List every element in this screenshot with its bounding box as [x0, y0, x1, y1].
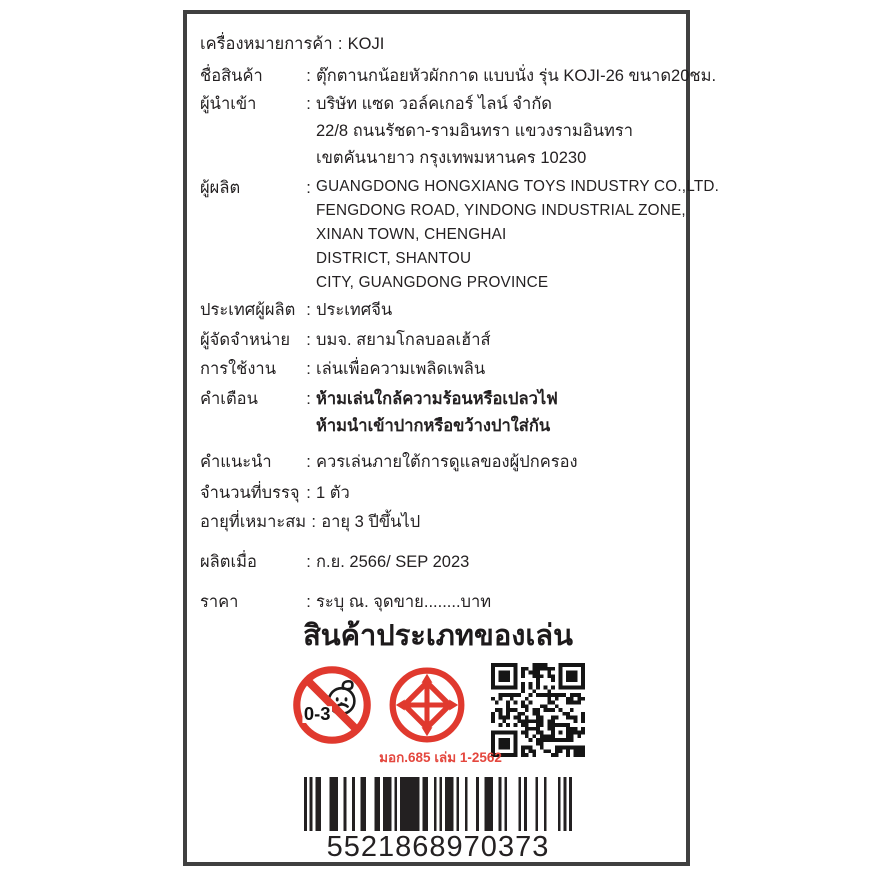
field-colon: :: [306, 331, 311, 349]
field-value-line: FENGDONG ROAD, YINDONG INDUSTRIAL ZONE,: [316, 202, 686, 219]
field-colon: :: [306, 95, 311, 113]
field-label: ผู้ผลิต: [200, 179, 241, 197]
field-value: ระบุ ณ. จุดขาย........บาท: [316, 593, 492, 611]
field-value-line: GUANGDONG HONGXIANG TOYS INDUSTRY CO.,LTD.: [316, 178, 720, 195]
field-value: ตุ๊กตานกน้อยหัวผักกาด แบบนั่ง รุ่น KOJI-26 ขนาด20ชม.: [316, 67, 717, 85]
field-colon: :: [306, 301, 311, 319]
field-label: การใช้งาน: [200, 360, 276, 378]
field-row-trademark: [200, 31, 676, 58]
tis-standard-caption: มอก.685 เล่ม 1-2562: [379, 750, 502, 765]
field-colon: :: [306, 360, 311, 378]
field-colon: :: [306, 553, 311, 571]
field-label: ชื่อสินค้า: [200, 67, 263, 85]
field-label: จำนวนที่บรรจุ: [200, 484, 300, 502]
field-row-usage: [200, 356, 676, 383]
field-value: เล่นเพื่อความเพลิดเพลิน: [316, 360, 486, 378]
field-colon: :: [306, 593, 311, 611]
field-row-manufacture-date: [200, 549, 676, 576]
field-value-line: DISTRICT, SHANTOU: [316, 250, 472, 267]
field-value-line: บริษัท แซด วอล์คเกอร์ ไลน์ จำกัด: [316, 95, 553, 113]
field-row-package-quantity: [200, 480, 676, 507]
field-row-distributor: [200, 327, 676, 354]
warning-line: ห้ามเล่นใกล้ความร้อนหรือเปลวไฟ: [316, 390, 558, 408]
age-range-text: 0-3: [303, 703, 330, 725]
barcode-number: 5521868970373: [326, 831, 550, 863]
field-label: เครื่องหมายการค้า: [200, 35, 333, 53]
category-heading: สินค้าประเภทของเล่น: [303, 620, 573, 652]
field-colon: :: [306, 179, 311, 197]
field-row-price: [200, 589, 676, 616]
field-colon: :: [306, 67, 311, 85]
age-warning-0-3-icon: [292, 665, 372, 745]
field-label: คำเตือน: [200, 390, 258, 408]
barcode: [200, 777, 676, 831]
field-row-suitable-age: [200, 509, 676, 536]
field-value: KOJI: [347, 35, 385, 53]
field-colon: :: [306, 390, 311, 408]
field-value: อายุ 3 ปีขึ้นไป: [321, 513, 421, 531]
field-value: ควรเล่นภายใต้การดูแลของผู้ปกครอง: [316, 453, 578, 471]
field-value-line: CITY, GUANGDONG PROVINCE: [316, 274, 549, 291]
tis-mark-group: [379, 663, 502, 768]
field-row-importer: [200, 91, 676, 172]
field-colon: :: [311, 513, 316, 531]
field-value: ประเทศจีน: [316, 301, 393, 319]
field-row-product-name: [200, 63, 717, 90]
field-label: ประเทศผู้ผลิต: [200, 301, 296, 319]
field-label: ผลิตเมื่อ: [200, 553, 257, 571]
field-value: 1 ตัว: [316, 484, 350, 502]
field-label: ผู้นำเข้า: [200, 95, 257, 113]
field-value-line: XINAN TOWN, CHENGHAI: [316, 226, 507, 243]
qr-code: [491, 663, 585, 757]
compliance-marks-row: [200, 663, 676, 765]
field-label: คำแนะนำ: [200, 453, 272, 471]
field-row-advice: [200, 449, 676, 476]
tis-safety-mark-icon: [388, 666, 466, 744]
field-label: ราคา: [200, 593, 239, 611]
field-row-country-of-origin: [200, 297, 676, 324]
field-colon: :: [337, 35, 343, 53]
field-row-warning: [200, 386, 676, 440]
field-value: บมจ. สยามโกลบอลเฮ้าส์: [316, 331, 491, 349]
field-row-manufacturer: [200, 175, 720, 295]
field-value-line: เขตคันนายาว กรุงเทพมหานคร 10230: [316, 149, 587, 167]
field-value-line: 22/8 ถนนรัชดา-รามอินทรา แขวงรามอินทรา: [316, 122, 633, 140]
field-colon: :: [306, 484, 311, 502]
warning-line: ห้ามนำเข้าปากหรือขว้างปาใส่กัน: [316, 417, 551, 435]
field-colon: :: [306, 453, 311, 471]
field-value: ก.ย. 2566/ SEP 2023: [316, 553, 470, 571]
field-label: อายุที่เหมาะสม: [200, 513, 307, 531]
product-label-card: [183, 10, 720, 866]
barcode-block: [200, 777, 676, 862]
field-label: ผู้จัดจำหน่าย: [200, 331, 291, 349]
